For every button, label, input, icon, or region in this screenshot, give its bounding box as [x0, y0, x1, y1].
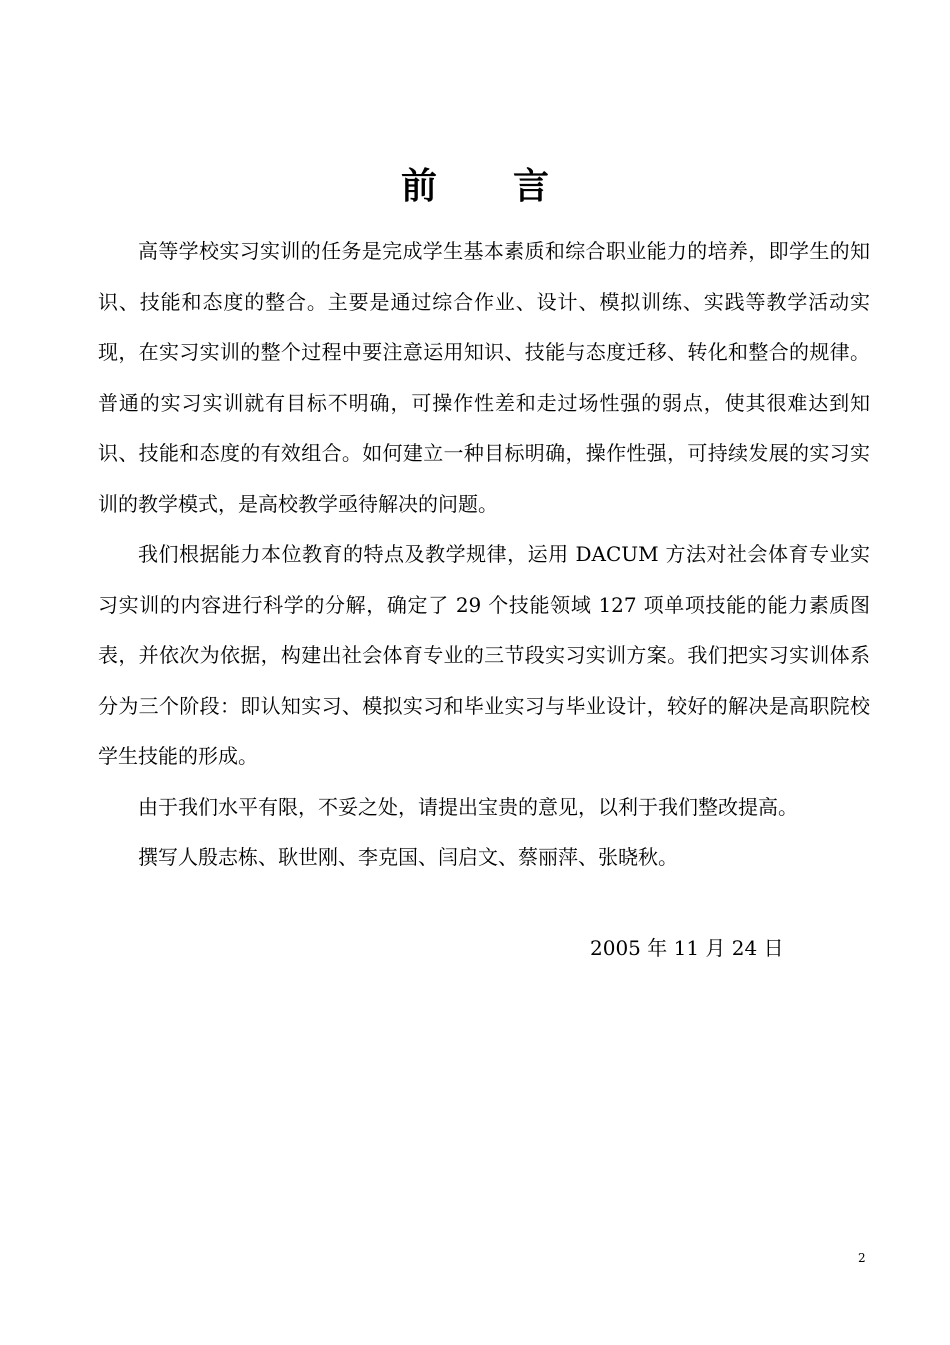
title-char-2: 言 [513, 165, 550, 207]
date-line: 2005 年 11 月 24 日 [590, 936, 784, 960]
page-title [0, 160, 950, 212]
title-char-1: 前 [400, 165, 437, 207]
page-number: 2 [858, 1251, 866, 1265]
paragraph-method: 我们根据能力本位教育的特点及教学规律，运用 DACUM 方法对社会体育专业实习实训的内容进行科学的分解，确定了 29 个技能领域 127 项单项技能的能力素质图表，并依次为依据，构建出社会体育专业的三节段实习实训方案。我们把实习实训体系分为三个阶段：即认知实习、模拟实习和毕业实习与毕业设计，较好的解决是高职院校学生技能的形成。 [98, 542, 870, 768]
body-text [98, 226, 870, 883]
paragraph-task: 高等学校实习实训的任务是完成学生基本素质和综合职业能力的培养，即学生的知识、技能和态度的整合。主要是通过综合作业、设计、模拟训练、实践等教学活动实现，在实习实训的整个过程中要注意运用知识、技能与态度迁移、转化和整合的规律。普通的实习实训就有目标不明确，可操作性差和走过场性强的弱点，使其很难达到知识、技能和态度的有效组合。如何建立一种目标明确，操作性强，可持续发展的实习实训的教学模式，是高校教学亟待解决的问题。 [98, 239, 870, 516]
paragraph-authors: 撰写人殷志栋、耿世刚、李克国、闫启文、蔡丽萍、张晓秋。 [138, 845, 678, 869]
paragraph-feedback: 由于我们水平有限，不妥之处，请提出宝贵的意见，以利于我们整改提高。 [138, 794, 798, 819]
